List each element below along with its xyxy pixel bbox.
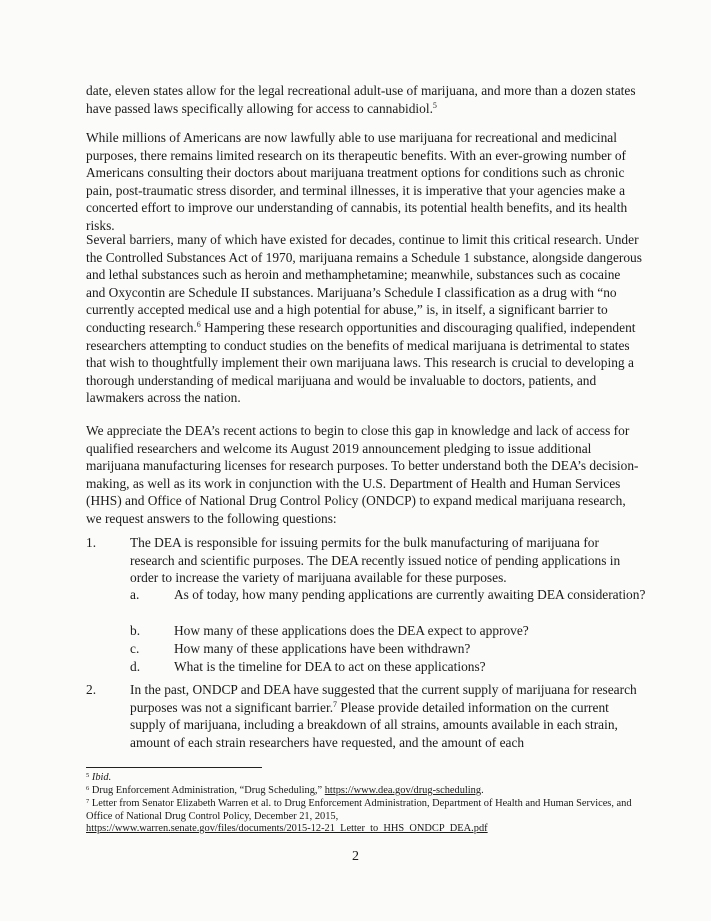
paragraph-1: date, eleven states allow for the legal recreational adult-use of marijuana, and more than a dozen states have passed laws specifically allowing for access to cannabidiol.$^5$ [86, 83, 636, 116]
question-text: In the past, ONDCP and DEA have suggested that the current supply of marijuana for research purposes was not a significant barrier.$^7$ Please provide detailed information on the current supply of marijuana, including a breakdown of all strains, amounts available in each strain, amount of each strain researchers have requested, and the amount of each [130, 682, 637, 750]
document-page: date, eleven states allow for the legal recreational adult-use of marijuana, and more than a dozen states have passed laws specifically allowing for access to cannabidiol.$^5$ While millions of Americans are now lawfully able to use marijuana for recreational and medicinal purposes, there remains limited research on its therapeutic benefits. With an ever-growing number of Americans consulting their doctors about marijuana treatment options for conditions such as chronic pain, post-traumatic stress disorder, and terminal illnesses, it is imperative that your agencies make a concerted effort to improve our understanding of cannabis, its potential health benefits, and its health risks. Several barriers, many of which have existed for decades, continue to limit this critical research. Under the Controlled Substances Act of 1970, marijuana remains a Schedule 1 substance, alongside dangerous and lethal substances such as heroin and methamphetamine; meanwhile, substances such as cocaine and Oxycontin are Schedule II substances. Marijuana’s Schedule I classification as a drug with “no currently accepted medical use and a high potential for abuse,” is, in itself, a significant barrier to conducting research.$^6$ Hampering these research opportunities and discouraging qualified, independent researchers attempting to conduct studies on the benefits of medical marijuana is detrimental to states that wish to thoughtfully implement their own marijuana laws. This research is crucial to developing a thorough understanding of medical marijuana and would be invaluable to doctors, patients, and lawmakers across the nation. We appreciate the DEA’s recent actions to begin to close this gap in knowledge and lack of access for qualified researchers and welcome its August 2019 announcement pledging to issue additional marijuana manufacturing licenses for research purposes. To better understand both the DEA’s decision-making, as well as its work in conjunction with the U.S. Department of Health and Human Services (HHS) and Office of National Drug Control Policy (ONDCP) to expand medical marijuana research, we request answers to the following questions: 1. The DEA is responsible for issuing permits for the bulk manufacturing of marijuana for research and scientific purposes. The DEA recently issued notice of pending applications in order to increase the variety of marijuana available for these purposes. a. As of today, how many pending applications are currently awaiting DEA consideration? b. How many of these applications does the DEA expect to approve? c. How many of these applications have been withdrawn? d. What is the timeline for DEA to act on these applications? 2. In the past, ONDCP and DEA have suggested that the current supply of marijuana for research purposes was not a significant barrier.$^7$ Please provide detailed information on the current supply of marijuana, including a breakdown of all strains, amounts available in each strain, amount of each strain researchers have requested, and the amount of each $^5$ Ibid. $^6$ Drug Enforcement Administration, “Drug Scheduling,” https://www.dea.gov/drug-scheduling. $^7$ Letter from Senator Elizabeth Warren et al. to Drug Enforcement Administration, Department of Health and Human Services, and Office of National Drug Control Policy, December 21, 2015, https://www.warren.senate.gov/files/documents/2015-12-21_Letter_to_HHS_ONDCP_DEA.pdf 2 [0, 0, 711, 921]
footnote-5: $^5$ Ibid. [86, 772, 112, 783]
paragraph-4: We appreciate the DEA’s recent actions to begin to close this gap in knowledge and lack of access for qualified researchers and welcome its August 2019 announcement pledging to issue additional marijuana manufacturing licenses for research purposes. To better understand both the DEA’s decision-making, as well as its work in conjunction with the U.S. Department of Health and Human Services (HHS) and Office of National Drug Control Policy (ONDCP) to expand medical marijuana research, we request answers to the following questions: [86, 423, 639, 526]
footnote-6: $^6$ Drug Enforcement Administration, “Drug Scheduling,” https://www.dea.gov/drug-scheduling. [86, 785, 484, 796]
footnote-ref-5[interactable]: 5 [432, 100, 437, 110]
footnote-divider [86, 767, 262, 768]
paragraph-3: Several barriers, many of which have existed for decades, continue to limit this critical research. Under the Controlled Substances Act of 1970, marijuana remains a Schedule 1 substance, alongside dangerous and lethal substances such as heroin and methamphetamine; meanwhile, substances such as cocaine and Oxycontin are Schedule II substances. Marijuana’s Schedule I classification as a drug with “no currently accepted medical use and a high potential for abuse,” is, in itself, a significant barrier to conducting research.$^6$ Hampering these research opportunities and discouraging qualified, independent researchers attempting to conduct studies on the benefits of medical marijuana is detrimental to states that wish to thoughtfully implement their own marijuana laws. This research is crucial to developing a thorough understanding of medical marijuana and would be invaluable to doctors, patients, and lawmakers across the nation. [86, 232, 642, 406]
footnote-ref-7[interactable]: 7 [333, 699, 338, 709]
question-number: 2. [86, 682, 97, 697]
footnote-7: $^7$ Letter from Senator Elizabeth Warren et al. to Drug Enforcement Administration, Department of Health and Human Services, and Office of National Drug Control Policy, December 21, 2015, https://www.warren.senate.gov/files/documents/2015-12-21_Letter_to_HHS_ONDCP_DEA.pdf [86, 798, 632, 835]
paragraph-2: While millions of Americans are now lawfully able to use marijuana for recreational and medicinal purposes, there remains limited research on its therapeutic benefits. With an ever-growing number of Americans consulting their doctors about marijuana treatment options for conditions such as chronic pain, post-traumatic stress disorder, and terminal illnesses, it is imperative that your agencies make a concerted effort to improve our understanding of cannabis, its potential health benefits, and its health risks. [86, 130, 628, 233]
footnote-7-link[interactable]: https://www.warren.senate.gov/files/documents/2015-12-21_Letter_to_HHS_ONDCP_DEA.pdf [86, 823, 488, 835]
question-text: The DEA is responsible for issuing permits for the bulk manufacturing of marijuana for research and scientific purposes. The DEA recently issued notice of pending applications in order to increase the variety of marijuana available for these purposes. [130, 535, 621, 586]
page-number: 2 [352, 849, 359, 864]
footnote-ref-6[interactable]: 6 [196, 319, 201, 329]
question-number: 1. [86, 535, 97, 550]
footnote-6-link[interactable]: https://www.dea.gov/drug-scheduling [324, 785, 482, 796]
